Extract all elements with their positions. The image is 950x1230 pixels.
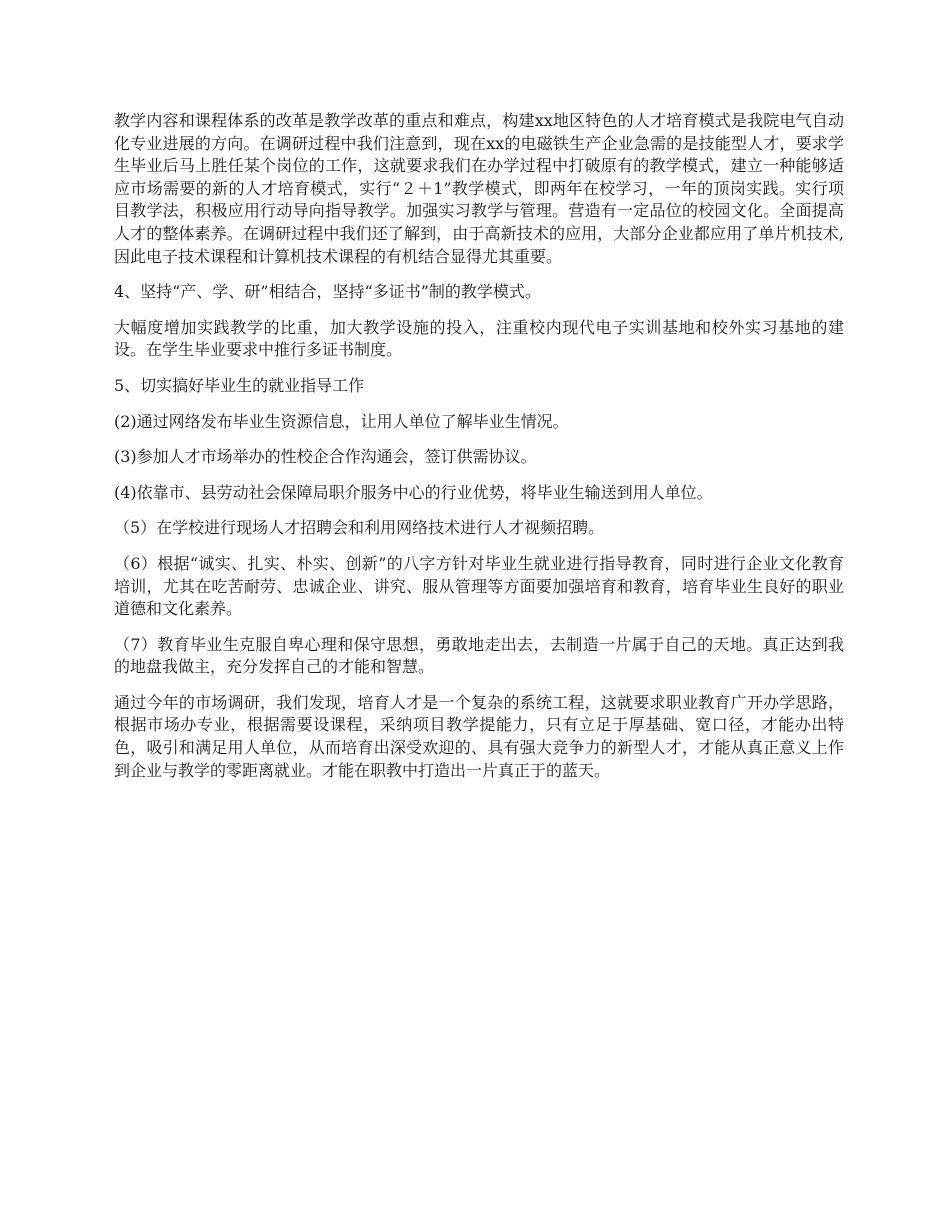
heading-item-5: 5、切实搞好毕业生的就业指导工作 [114,375,365,395]
list-item-3: (3)参加人才市场举办的性校企合作沟通会，签订供需协议。 [114,447,537,467]
list-item-6: （6）根据“诚实、扎实、朴实、创新”的八字方针对毕业生就业进行指导教育，同时进行企业文化教育培训，尤其在吃苦耐劳、忠诚企业、讲究、服从管理等方面要加强培育和教育，培育毕业生良好的职业道德和文化素养。 [114,553,844,619]
list-item-7: （7）教育毕业生克服自卑心理和保守思想，勇敢地走出去，去制造一片属于自己的天地。真正达到我的地盘我做主，充分发挥自己的才能和智慧。 [114,634,844,677]
list-item-5: （5）在学校进行现场人才招聘会和利用网络技术进行人才视频招聘。 [114,518,605,538]
list-item-4: (4)依靠市、县劳动社会保障局职介服务中心的行业优势，将毕业生输送到用人单位。 [114,482,713,502]
list-item-2: (2)通过网络发布毕业生资源信息，让用人单位了解毕业生情况。 [114,411,569,431]
paragraph-curriculum-reform: 教学内容和课程体系的改革是教学改革的重点和难点，构建xx地区特色的人才培育模式是我院电气自动化专业进展的方向。在调研过程中我们注意到，现在xx的电磁铁生产企业急需的是技能型人才，要求学生毕业后马上胜任某个岗位的工作，这就要求我们在办学过程中打破原有的教学模式，建立一种能够适应市场需要的新的人才培育模式，实行“２＋1”教学模式，即两年在校学习，一年的顶岗实践。实行项目教学法，积极应用行动导向指导教学。加强实习教学与管理。营造有一定品位的校园文化。全面提高人才的整体素养。在调研过程中我们还了解到，由于高新技术的应用，大部分企业都应用了单片机技术,因此电子技术课程和计算机技术课程的有机结合显得尤其重要。 [114,111,844,266]
paragraph-conclusion: 通过今年的市场调研，我们发现，培育人才是一个复杂的系统工程，这就要求职业教育广开办学思路，根据市场办专业，根据需要设课程，采纳项目教学提能力，只有立足于厚基础、宽口径，才能办出特色，吸引和满足用人单位，从而培育出深受欢迎的、具有强大竞争力的新型人才，才能从真正意义上作到企业与教学的零距离就业。才能在职教中打造出一片真正于的蓝天。 [114,692,844,780]
document-body [114,110,844,795]
heading-item-4: 4、坚持“产、学、研”相结合，坚持“多证书”制的教学模式。 [114,282,541,302]
paragraph-practice-teaching: 大幅度增加实践教学的比重，加大教学设施的投入，注重校内现代电子实训基地和校外实习基地的建设。在学生毕业要求中推行多证书制度。 [114,317,844,360]
